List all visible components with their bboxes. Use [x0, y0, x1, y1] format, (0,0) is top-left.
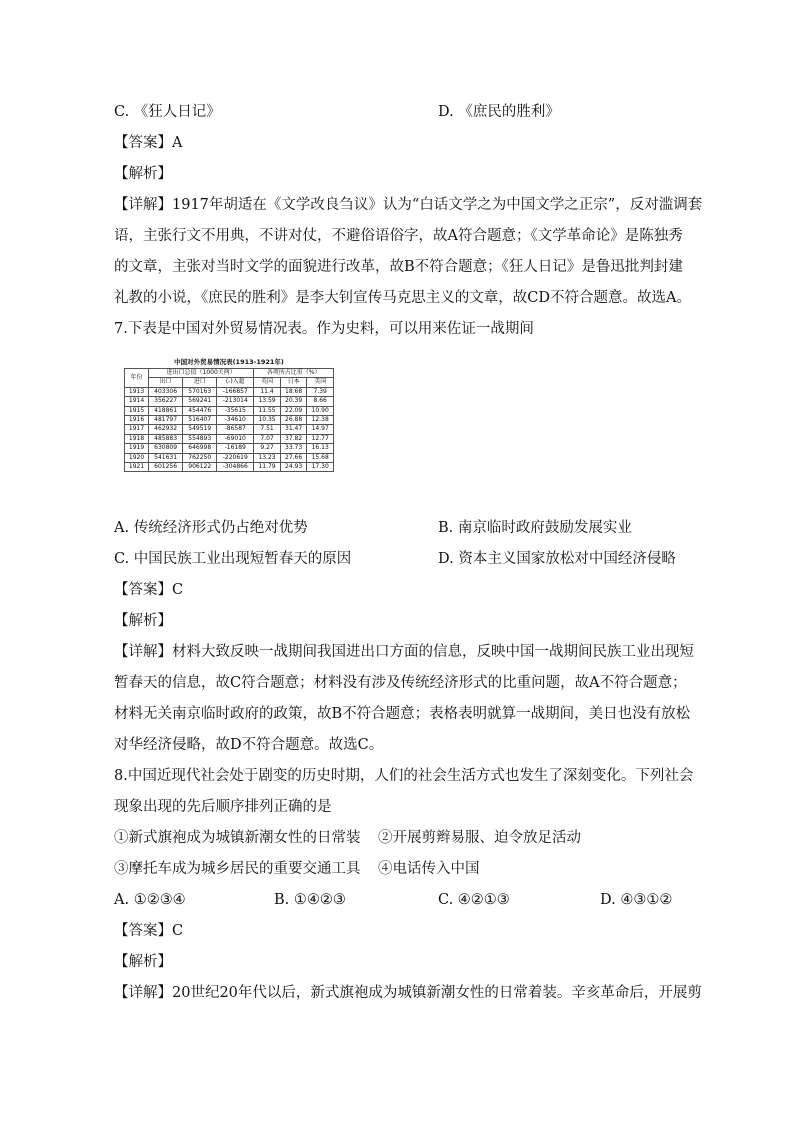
q6-analysis-label: 【解析】: [114, 166, 172, 182]
table-cell: 1914: [125, 397, 149, 406]
subheader-export: 出口: [149, 378, 183, 387]
q8-item-3: ③摩托车成为城乡居民的重要交通工具: [114, 861, 361, 877]
table-cell: 462932: [149, 425, 183, 434]
q8-item-2: ②开展剪辫易服、迫令放足活动: [378, 830, 581, 846]
table-cell: 549519: [183, 425, 217, 434]
table-cell: 646998: [183, 444, 217, 453]
table-cell: 37.82: [280, 434, 307, 443]
table-cell: 481797: [149, 416, 183, 425]
table-cell: -34610: [217, 416, 254, 425]
q8-item-1: ①新式旗袍成为城镇新潮女性的日常装: [114, 830, 361, 846]
table-cell: 31.47: [280, 425, 307, 434]
table-cell: 14.97: [307, 425, 334, 434]
q8-answer: 【答案】C: [114, 923, 184, 939]
q7-stem: 7.下表是中国对外贸易情况表。作为史料，可以用来佐证一战期间: [114, 321, 534, 337]
table-cell: 516407: [183, 416, 217, 425]
table-cell: 454476: [183, 406, 217, 415]
table-cell: 12.38: [307, 416, 334, 425]
table-cell: 1918: [125, 434, 149, 443]
table-cell: 418861: [149, 406, 183, 415]
table-cell: 24.93: [280, 463, 307, 472]
table-cell: 8.66: [307, 397, 334, 406]
table-row: [125, 416, 334, 425]
table-cell: 27.66: [280, 453, 307, 462]
table-cell: 1916: [125, 416, 149, 425]
table-cell: 569241: [183, 397, 217, 406]
q7-detail-line-1: 【详解】材料大致反映一战期间我国进出口方面的信息，反映中国一战期间民族工业出现短: [114, 644, 694, 660]
table-cell: 13.23: [254, 453, 281, 462]
table-cell: -304866: [217, 463, 254, 472]
table-cell: 11.4: [254, 387, 281, 396]
table-row: [125, 453, 334, 462]
q7-detail-line-4: 对华经济侵略，故D不符合题意。故选C。: [114, 737, 384, 753]
table-cell: 1917: [125, 425, 149, 434]
trade-table-figure: [124, 358, 334, 472]
table-cell: 7.07: [254, 434, 281, 443]
table-cell: 554893: [183, 434, 217, 443]
table-cell: 18.68: [280, 387, 307, 396]
table-cell: -86587: [217, 425, 254, 434]
table-row: [125, 397, 334, 406]
table-cell: 16.13: [307, 444, 334, 453]
q8-detail-line-1: 【详解】20世纪20年代以后，新式旗袍成为城镇新潮女性的日常着装。辛亥革命后，开展剪: [114, 985, 702, 1001]
table-cell: 22.09: [280, 406, 307, 415]
table-cell: 1913: [125, 387, 149, 396]
q8-stem-line-1: 8.中国近现代社会处于剧变的历史时期，人们的社会生活方式也发生了深刻变化。下列社会: [114, 768, 694, 784]
q7-option-c: C. 中国民族工业出现短暂春天的原因: [114, 551, 352, 567]
table-cell: 33.73: [280, 444, 307, 453]
q7-analysis-label: 【解析】: [114, 613, 172, 629]
subheader-japan: 日本: [280, 378, 307, 387]
table-row: [125, 387, 334, 396]
table-cell: 570163: [183, 387, 217, 396]
table-cell: 485883: [149, 434, 183, 443]
table-cell: 17.30: [307, 463, 334, 472]
q8-item-4: ④电话传入中国: [378, 861, 480, 877]
q8-option-c: C. ④②①③: [438, 892, 510, 908]
q7-option-b: B. 南京临时政府鼓励发展实业: [438, 520, 632, 536]
table-cell: 26.88: [280, 416, 307, 425]
table-cell: 630809: [149, 444, 183, 453]
subheader-import: 进口: [183, 378, 217, 387]
q6-detail-line-4: 礼教的小说，《庶民的胜利》是李大钊宣传马克思主义的文章，故CD不符合题意。故选A。: [114, 290, 691, 306]
table-cell: -220619: [217, 453, 254, 462]
table-cell: 356227: [149, 397, 183, 406]
table-cell: -213014: [217, 397, 254, 406]
table-cell: 13.59: [254, 397, 281, 406]
table-cell: 1919: [125, 444, 149, 453]
table-cell: 906122: [183, 463, 217, 472]
q8-option-a: A. ①②③④: [114, 892, 186, 908]
table-cell: 10.90: [307, 406, 334, 415]
table-row: [125, 434, 334, 443]
table-cell: -166857: [217, 387, 254, 396]
table-row: [125, 406, 334, 415]
table-row: [125, 463, 334, 472]
table-cell: 11.55: [254, 406, 281, 415]
table-cell: 1920: [125, 453, 149, 462]
table-cell: 7.51: [254, 425, 281, 434]
q7-answer: 【答案】C: [114, 582, 184, 598]
table-row: [125, 444, 334, 453]
table-cell: 762250: [183, 453, 217, 462]
trade-table: [124, 368, 334, 472]
header-shares: 各项所占比重（%）: [254, 369, 334, 378]
q6-answer: 【答案】A: [114, 135, 183, 151]
subheader-britain: 英国: [254, 378, 281, 387]
header-year: 年份: [125, 369, 149, 388]
q8-option-d: D. ④③①②: [600, 892, 673, 908]
q7-option-d: D. 资本主义国家放松对中国经济侵略: [438, 551, 676, 567]
header-trade-totals: 进出口总值（1000关两）: [149, 369, 254, 378]
table-cell: 403306: [149, 387, 183, 396]
table-cell: -35615: [217, 406, 254, 415]
table-cell: 10.35: [254, 416, 281, 425]
table-cell: 601256: [149, 463, 183, 472]
table-cell: 12.77: [307, 434, 334, 443]
q6-detail-line-2: 语，主张行文不用典，不讲对仗，不避俗语俗字，故A符合题意；《文学革命论》是陈独秀: [114, 228, 683, 244]
q7-option-a: A. 传统经济形式仍占绝对优势: [114, 520, 308, 536]
trade-table-title: 中国对外贸易情况表(1913-1921年): [174, 358, 284, 366]
table-cell: 1915: [125, 406, 149, 415]
table-cell: 7.39: [307, 387, 334, 396]
table-cell: 9.27: [254, 444, 281, 453]
table-cell: 541631: [149, 453, 183, 462]
q8-stem-line-2: 现象出现的先后顺序排列正确的是: [114, 799, 332, 815]
table-cell: 15.68: [307, 453, 334, 462]
q7-detail-line-3: 材料无关南京临时政府的政策，故B不符合题意；表格表明就算一战期间，美日也没有放松: [114, 706, 691, 722]
table-cell: 20.39: [280, 397, 307, 406]
subheader-deficit: (-)入超: [217, 378, 254, 387]
table-row: [125, 425, 334, 434]
subheader-usa: 美国: [307, 378, 334, 387]
q6-option-d: D. 《庶民的胜利》: [438, 104, 560, 120]
table-cell: -69010: [217, 434, 254, 443]
q6-detail-line-3: 的文章，主张对当时文学的面貌进行改革，故B不符合题意；《狂人日记》是鲁迅批判封建: [114, 259, 683, 275]
table-cell: 1921: [125, 463, 149, 472]
table-cell: -16189: [217, 444, 254, 453]
q6-option-c: C. 《狂人日记》: [114, 104, 221, 120]
table-cell: 11.79: [254, 463, 281, 472]
q6-detail-line-1: 【详解】1917年胡适在《文学改良刍议》认为“白话文学之为中国文学之正宗”，反对滥调套: [114, 197, 703, 213]
q8-option-b: B. ①④②③: [274, 892, 346, 908]
q8-analysis-label: 【解析】: [114, 954, 172, 970]
q7-detail-line-2: 暂春天的信息，故C符合题意；材料没有涉及传统经济形式的比重问题，故A不符合题意；: [114, 675, 687, 691]
